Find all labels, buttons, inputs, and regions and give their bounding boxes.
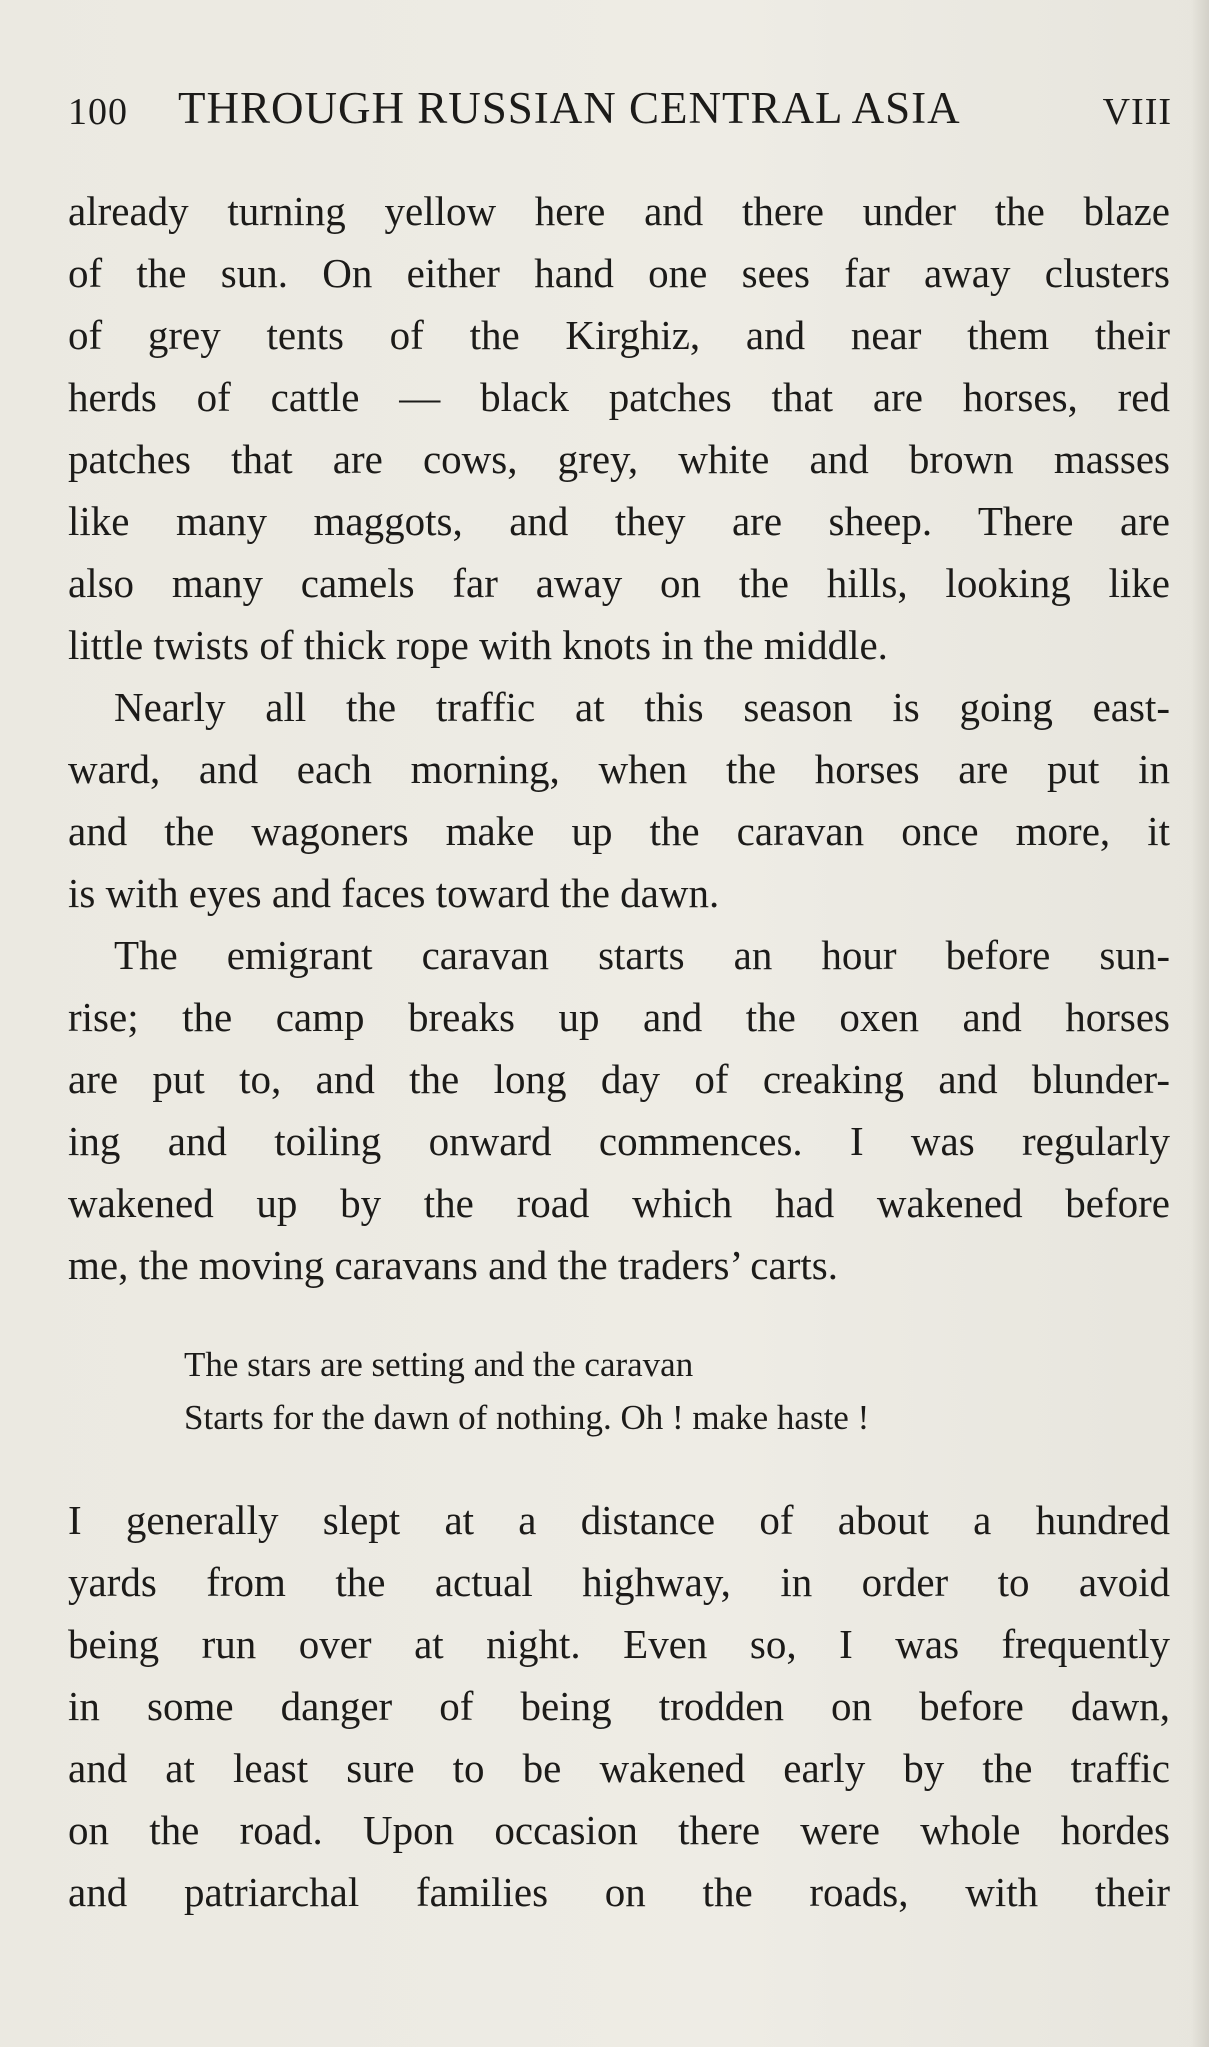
text-line: The emigrant caravan starts an hour before sun- (114, 932, 1170, 978)
chapter-number: VIII (1102, 91, 1172, 133)
text-line: Nearly all the traffic at this season is going east- (114, 684, 1170, 730)
verse-line: Starts for the dawn of nothing. Oh ! make haste ! (184, 1398, 870, 1437)
text-line: me, the moving caravans and the traders’ carts. (68, 1242, 838, 1288)
text-line: herds of cattle — black patches that are horses, red (68, 374, 1170, 420)
paragraph-caravan (68, 924, 1170, 1296)
paragraph-sleeping (68, 1489, 1170, 1923)
running-head (68, 82, 1172, 142)
text-line: yards from the actual highway, in order to avoid (68, 1559, 1170, 1605)
text-line: ward, and each morning, when the horses are put in (68, 746, 1170, 792)
text-line: little twists of thick rope with knots in the middle. (68, 622, 888, 668)
text-line: like many maggots, and they are sheep. There are (68, 498, 1170, 544)
text-line: ing and toiling onward commences. I was regularly (68, 1118, 1170, 1164)
text-line: already turning yellow here and there under the blaze (68, 188, 1170, 234)
text-line: wakened up by the road which had wakened before (68, 1180, 1170, 1226)
text-line: of grey tents of the Kirghiz, and near them their (68, 312, 1170, 358)
text-line: and patriarchal families on the roads, with their (68, 1869, 1170, 1915)
text-line: also many camels far away on the hills, looking like (68, 560, 1170, 606)
text-line: is with eyes and faces toward the dawn. (68, 870, 720, 916)
text-line: being run over at night. Even so, I was frequently (68, 1621, 1170, 1667)
text-line: on the road. Upon occasion there were whole hordes (68, 1807, 1170, 1853)
text-line: rise; the camp breaks up and the oxen and horses (68, 994, 1170, 1040)
text-line: I generally slept at a distance of about a hundred (68, 1497, 1170, 1543)
running-title: THROUGH RUSSIAN CENTRAL ASIA (178, 83, 961, 133)
text-line: of the sun. On either hand one sees far away clusters (68, 250, 1170, 296)
paragraph-continuation (68, 180, 1170, 676)
verse-line: The stars are setting and the caravan (184, 1345, 694, 1384)
text-line: and at least sure to be wakened early by the traffic (68, 1745, 1170, 1791)
text-line: in some danger of being trodden on before dawn, (68, 1683, 1170, 1729)
verse-quotation (184, 1338, 1084, 1444)
text-line: and the wagoners make up the caravan once more, it (68, 808, 1170, 854)
page-number: 100 (68, 91, 128, 133)
page-edge-shadow (1191, 0, 1209, 2047)
text-line: are put to, and the long day of creaking and blunder- (68, 1056, 1170, 1102)
paragraph-traffic (68, 676, 1170, 924)
text-line: patches that are cows, grey, white and brown masses (68, 436, 1170, 482)
